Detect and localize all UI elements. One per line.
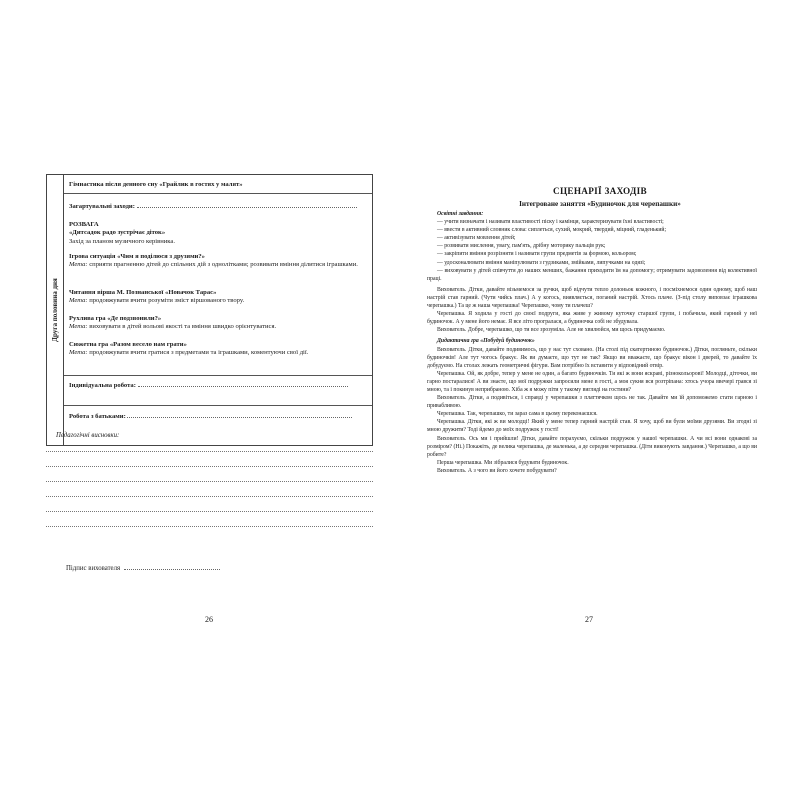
- task-item: — удосконалювати вміння маніпулювати з гудзиками, змійками, липучками на одязі;: [437, 259, 646, 266]
- row-subtitle: «Дитсадок радо зустрічає діток»: [69, 229, 166, 237]
- afternoon-rail: [47, 175, 64, 445]
- meta-text: продовжувати вчити розуміти зміст віршованого твору.: [89, 297, 245, 305]
- fill-line: [137, 201, 357, 208]
- conclusions-label: Педагогічні висновки:: [56, 432, 120, 439]
- plan-row-hardening: [69, 201, 367, 211]
- row-title: Індивідуальна робота:: [69, 382, 136, 389]
- task-item: — учити визначати і називати властивості піску і камінця, характеризувати їхні властивості;: [437, 219, 664, 226]
- row-text: Захід за планом музичного керівника.: [69, 237, 175, 245]
- right-page: [400, 0, 800, 800]
- conclusion-line: [46, 451, 373, 452]
- fill-line: [127, 411, 352, 418]
- dialogue-paragraph: Вихователь. Дітки, давайте подивимось, що у нас тут сховано. (На столі під скатертиною будиночок.) Дітки, погляньте, скільки будиночків! Але тут чогось бракує. Як ви думаєте, що тут не так? Якщо ви вважаєте, що бракує вікон і дверей, то давайте їх добудуємо. На столах лежать геометричні фігури. Вам потрібно їх вставити у відповідний отвір.: [427, 346, 757, 369]
- signature-row: [66, 563, 220, 572]
- divider: [64, 193, 372, 194]
- dialogue-paragraph: Вихователь. А з чого ви його хочете побудувати?: [437, 467, 557, 474]
- plan-row-story-game: [69, 341, 367, 358]
- meta-text: сприяти прагненню дітей до спільних дій з однолітками; розвивати вміння ділитися іграшками.: [89, 261, 358, 269]
- conclusion-line: [46, 511, 373, 512]
- dialogue-paragraph: Вихователь. Дітки, а подивіться, і справді у черепашки з платтячком щось не так. Давайте ми їй допоможемо стати гарною і привабливою.: [427, 395, 757, 410]
- task-item: — виховувати у дітей співчуття до наших менших, бажання приходити їм на допомогу; отримувати задоволення від колективної праці.: [427, 267, 757, 282]
- meta-label: Мета:: [69, 323, 88, 331]
- plan-row-game-situation: [69, 253, 367, 270]
- rail-label: Друга половина дня: [51, 278, 59, 342]
- lesson-text: [427, 210, 757, 475]
- page-number-left: 26: [205, 615, 213, 624]
- divider: [64, 405, 372, 406]
- dialogue-paragraph: Перша черепашка. Ми зібралися будувати будиночок.: [437, 459, 569, 466]
- signature-line: [124, 563, 220, 570]
- row-title: Сюжетна гра «Разом весело нам грати»: [69, 341, 187, 348]
- meta-label: Мета:: [69, 297, 88, 305]
- task-item: — закріпити вміння розрізняти і називати групи предметів за формою, кольором;: [437, 251, 637, 258]
- fill-line: [138, 380, 348, 387]
- task-item: — ввести в активний словник слова: сиплеться, сухий, мокрий, твердий, міцний, гладенький;: [437, 227, 667, 234]
- conclusion-line: [46, 481, 373, 482]
- plan-row-parents: [69, 411, 367, 421]
- lesson-title: Інтегроване заняття «Будиночок для черепашки»: [519, 200, 681, 208]
- plan-row-individual: [69, 380, 367, 390]
- row-title: РОЗВАГА: [69, 221, 99, 228]
- dialogue-paragraph: Вихователь. Добре, черепашко, що ти все зрозуміла. Але не хвилюйся, ми щось придумаємо.: [437, 327, 666, 334]
- row-title: Робота з батьками:: [69, 413, 126, 420]
- plan-body: [64, 175, 372, 445]
- meta-label: Мета:: [69, 261, 88, 269]
- signature-label: Підпис вихователя: [66, 565, 121, 572]
- dialogue-paragraph: Вихователь. Ось ми і прийшли! Дітки, давайте порахуємо, скільки подружок у нашої черепашки. А чи всі вони однакові за розміром? (Ні.) Покажіть, де велика черепашка, де маленька, а де середня черепашка. (Діти виконують завдання.) Черепашко, а що ви робите?: [427, 435, 757, 458]
- meta-text: продовжувати вчити гратися з предметами та іграшками, коментуючи свої дії.: [89, 349, 309, 357]
- conclusion-line: [46, 496, 373, 497]
- section-title: СЦЕНАРІЇ ЗАХОДІВ: [553, 186, 647, 196]
- game-heading: Дидактична гра «Побудуй будиночок»: [437, 338, 535, 345]
- plan-row-gymnastics: [69, 181, 367, 189]
- row-title: Рухлива гра «Де подзвонили?»: [69, 315, 162, 322]
- row-title: Ігрова ситуація «Чим я поділюся з друзями?»: [69, 253, 205, 260]
- row-title: Читання вірша М. Познанської «Новачок Тарас»: [69, 289, 217, 296]
- plan-row-reading: [69, 289, 367, 306]
- plan-row-entertainment: [69, 221, 367, 246]
- task-item: — розвивати мислення, увагу, пам'ять, дрібну моторику пальців рук;: [437, 243, 606, 250]
- dialogue-paragraph: Черепашка. Ой, як добре, тепер у мене не один, а багато будиночків. Ти які ж вони яскраві, різнокольорові! Молодці, діточки, ви гарно постаралися! А ви знаєте, що мої подружки запросили мене в гості, а моя сукня вся розтріпана: хтось учора ввечері грався зі мною, та і покинув неприбраною. Хіба ж я можу піти у такому вигляді на гостини?: [427, 370, 757, 393]
- meta-text: виховувати в дітей вольові якості та вміння швидко орієнтуватися.: [89, 323, 277, 331]
- conclusion-line: [46, 466, 373, 467]
- page-number-right: 27: [585, 615, 593, 624]
- task-item: — активізувати мовлення дітей;: [437, 235, 516, 242]
- dialogue-paragraph: Черепашка. Дітки, які ж ви молодці! Який у мене тепер гарний настрій став. Я хочу, щоб ви були моїми друзями. Ви згодні зі мною дружити? Тоді йдемо до моїх подружок у гості!: [427, 419, 757, 434]
- plan-table: [46, 174, 373, 446]
- meta-label: Мета:: [69, 349, 88, 357]
- tasks-heading: Освітні завдання:: [437, 211, 484, 217]
- plan-row-active-game: [69, 315, 367, 332]
- divider: [64, 375, 372, 376]
- dialogue-paragraph: Черепашка. Я ходила у гості до своєї подруги, яка живе у живому куточку старшої групи, і побачила, який гарний у неї будиночок. А у мене його немає. Я все літо програлася, а будиночка собі не збудувала.: [427, 311, 757, 326]
- conclusion-line: [46, 526, 373, 527]
- dialogue-paragraph: Вихователь. Дітки, давайте візьмемося за ручки, щоб відчути тепло долоньок кожного, і посміхнемося один одному, щоб наш настрій став гарний. (Чути чийсь плач.) А у когось, виявляється, поганий настрій. Хтось плаче. (З-під столу виповзає іграшкова черепашка.) Та це ж наша черепашка! Черепашко, чому ти плачеш?: [427, 286, 757, 310]
- row-title: Загартувальні заходи:: [69, 203, 135, 210]
- row-title: Гімнастика після денного сну «Грайлик в гостях у малят»: [69, 181, 243, 188]
- dialogue-paragraph: Черепашка. Так, черепашко, ти зараз сама в цьому переконаєшся.: [437, 411, 598, 418]
